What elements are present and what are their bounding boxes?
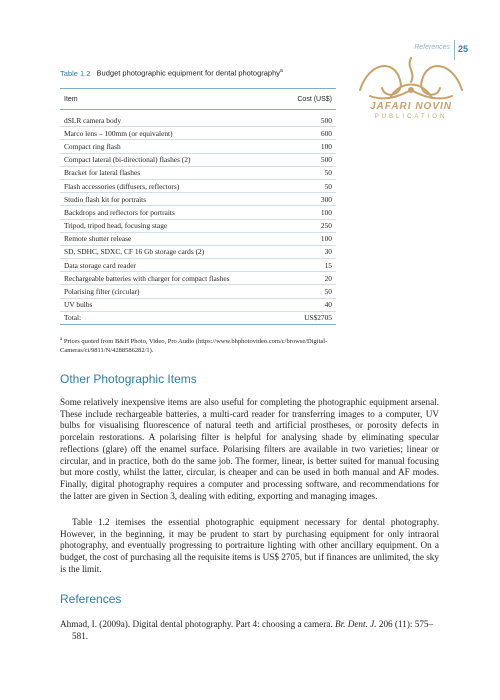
cost-cell: 40 [282, 298, 336, 311]
publisher-subtitle: PUBLICATION [374, 114, 448, 120]
item-cell: Tripod, tripod head, focusing stage [60, 219, 282, 232]
table-caption-text: Budget photographic equipment for dental photography [96, 68, 281, 78]
table-row [60, 193, 336, 206]
table-row [60, 166, 336, 179]
column-header-item: Item [60, 89, 282, 110]
cost-cell: 300 [282, 193, 336, 206]
table-row [60, 127, 336, 140]
item-cell: Rechargeable batteries with charger for compact flashes [60, 272, 282, 285]
cost-cell: 100 [282, 232, 336, 245]
item-cell: Polarising filter (circular) [60, 285, 282, 298]
page-number: 25 [458, 44, 469, 54]
cost-cell: 500 [282, 110, 336, 127]
table-total-row [60, 311, 336, 324]
item-cell: Data storage card reader [60, 259, 282, 272]
table-row [60, 285, 336, 298]
item-cell: Marco lens – 100mm (or equivalent) [60, 127, 282, 140]
table-row [60, 245, 336, 258]
cost-cell: 50 [282, 285, 336, 298]
cost-cell: 500 [282, 153, 336, 166]
table-row [60, 232, 336, 245]
cost-cell: 50 [282, 179, 336, 192]
reference-volume-pages: 206 (11): 575–581. [72, 619, 434, 641]
reference-authors-title: Ahmad, I. (2009a). Digital dental photography. Part 4: choosing a camera. [60, 619, 333, 629]
table-row [60, 298, 336, 311]
item-cell: Bracket for lateral flashes [60, 166, 282, 179]
section-heading-other-items: Other Photographic Items [60, 372, 197, 386]
table-header-row [60, 89, 336, 110]
paragraph-text: Table 1.2 itemises the essential photographic equipment necessary for dental photography. However, in the beginning, it may be prudent to start by purchasing equipment for only intraoral photography, and eventually progressing to portraiture lighting with other ancillary equipment. On a budget, the cost of purchasing all the requisite items is US$ 2705, but if finances are unlimited, the sky is the limit. [60, 517, 439, 574]
paragraph-text: Some relatively inexpensive items are also useful for completing the photographic equipment arsenal. These include rechargeable batteries, a multi-card reader for transferring images to a computer, UV bulbs for visualising fluorescence of natural teeth and artificial prostheses, or porosity defects in porcelain restorations. A polarising filter is helpful for analysing shade by eliminating specular reflections (glare) off the enamel surface. Polarising filters are available in two varieties; linear or circular, and in practice, both do the same job. The former, linear, is better suited for manual focusing but more costly, whilst the latter, circular, is cheaper and can be used in both manual and AF modes. Finally, digital photography requires a computer and processing software, and recommendations for the latter are given in Section 3, dealing with editing, exporting and managing images. [60, 397, 439, 501]
cost-cell: 250 [282, 219, 336, 232]
total-value: US$2705 [282, 311, 336, 324]
total-label: Total: [60, 311, 282, 324]
equipment-table [60, 88, 336, 325]
table-footnote [60, 335, 340, 355]
table-body [60, 110, 336, 325]
footnote-text: Prices quoted from B&H Photo, Video, Pro Audio (https://www.bhphotovideo.com/c/browse/Digital-Cameras/ci/9811/N/4288586282/1). [60, 338, 328, 355]
table-row [60, 153, 336, 166]
publisher-name: JAFARI NOVIN [369, 101, 452, 112]
item-cell: Studio flash kit for portraits [60, 193, 282, 206]
item-cell: dSLR camera body [60, 110, 282, 127]
cost-cell: 20 [282, 272, 336, 285]
item-cell: UV bulbs [60, 298, 282, 311]
table-caption-marker: a [280, 68, 283, 74]
item-cell: SD, SDHC, SDXC, CF 16 Gb storage cards (2) [60, 245, 282, 258]
table-row [60, 110, 336, 127]
item-cell: Compact lateral (bi-directional) flashes (2) [60, 153, 282, 166]
body-paragraph [60, 397, 439, 502]
cost-cell: 600 [282, 127, 336, 140]
table-row [60, 272, 336, 285]
item-cell: Compact ring flash [60, 140, 282, 153]
running-head: References [414, 44, 450, 51]
item-cell: Backdrops and reflectors for portraits [60, 206, 282, 219]
cost-cell: 50 [282, 166, 336, 179]
reference-journal: Br. Dent. J. [334, 619, 377, 629]
body-paragraph [60, 517, 439, 576]
cost-cell: 15 [282, 259, 336, 272]
cost-cell: 30 [282, 245, 336, 258]
table-row [60, 206, 336, 219]
cost-cell: 100 [282, 140, 336, 153]
table-row [60, 219, 336, 232]
section-heading-references: References [60, 592, 122, 606]
table-row [60, 179, 336, 192]
table-row [60, 140, 336, 153]
footnote-marker: a [60, 337, 63, 342]
item-cell: Flash accessories (diffusers, reflectors) [60, 179, 282, 192]
table-row [60, 259, 336, 272]
cost-cell: 100 [282, 206, 336, 219]
table-caption [60, 68, 340, 78]
column-header-cost: Cost (US$) [282, 89, 336, 110]
table-number: Table 1.2 [60, 68, 91, 78]
item-cell: Remote shutter release [60, 232, 282, 245]
reference-entry [60, 618, 439, 642]
